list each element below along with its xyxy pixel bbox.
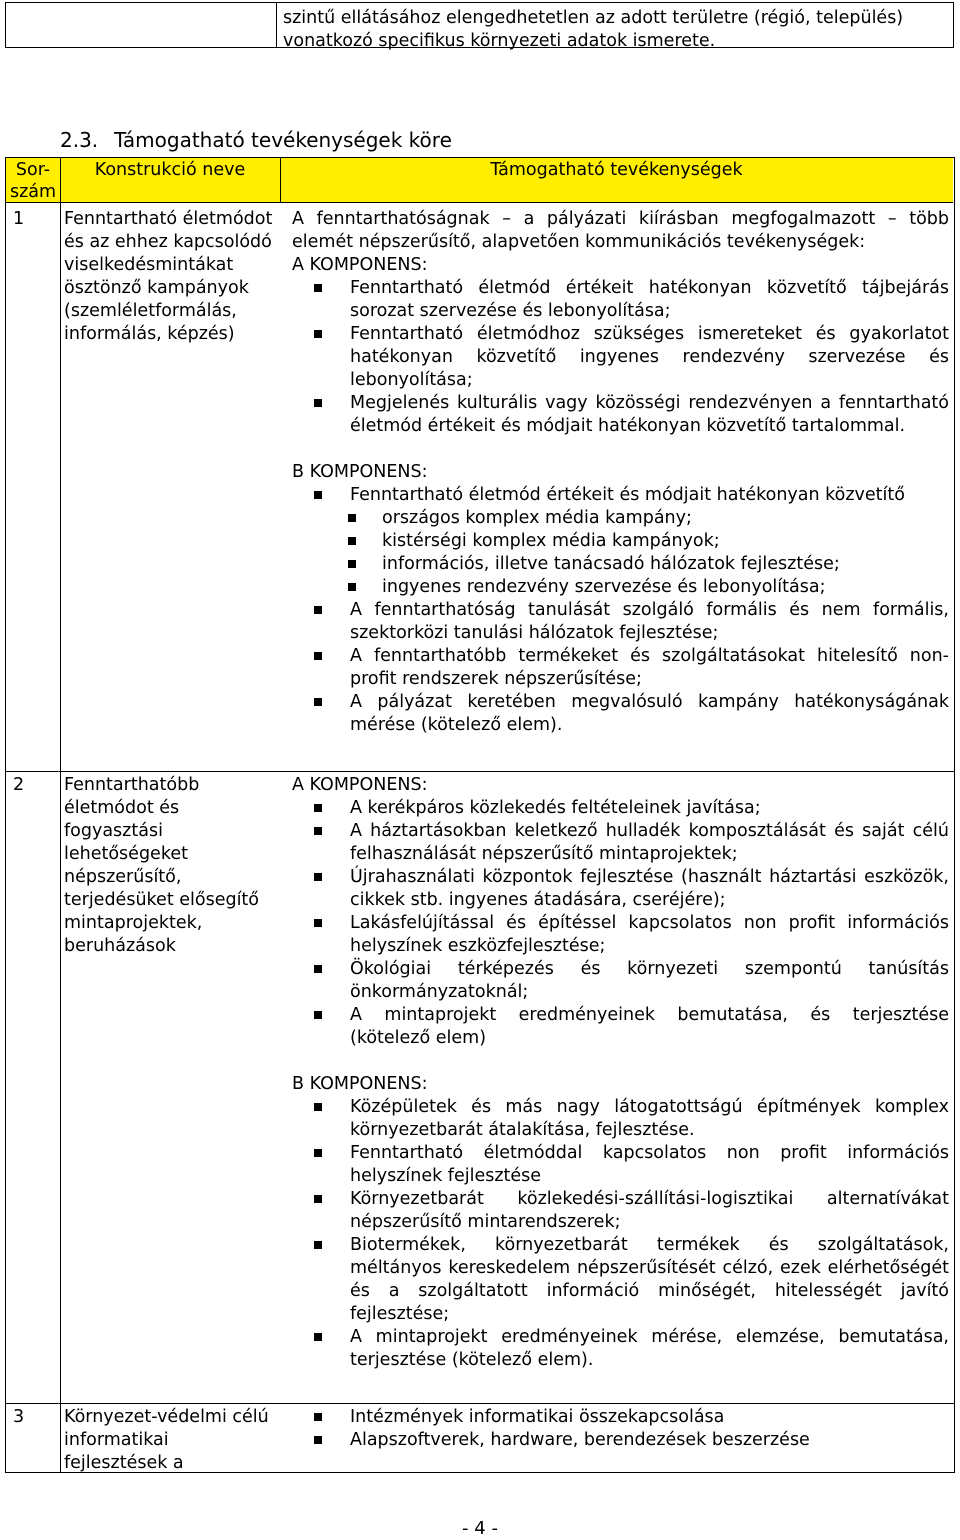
list-item: Ökológiai térképezés és környezeti szempontú tanúsítás önkormányzatoknál; [292,958,949,1004]
component-label: A KOMPONENS: [292,775,428,795]
intro-text: A fenntarthatóságnak – a pályázati kiírásban megfogalmazott – több elemét népszerűsítő, alapvetően kommunikációs tevékenységek: [292,209,949,252]
row-number: 2 [13,775,25,795]
list-item: A mintaprojekt eredményeinek mérése, elemzése, bemutatása, terjesztése (kötelező elem). [292,1326,949,1372]
section-title: Támogatható tevékenységek köre [114,128,452,152]
row-3-activities [292,1406,949,1452]
empty-cell [6,3,277,47]
list-item: Fenntartható életmód értékeit és módjait hatékonyan közvetítő [292,484,949,507]
list-item: A mintaprojekt eredményeinek bemutatása, és terjesztése (kötelező elem) [292,1004,949,1050]
row-number: 1 [13,209,25,229]
square-bullet-icon [314,804,322,812]
component-label: B KOMPONENS: [292,1074,428,1094]
square-bullet-icon [348,514,356,522]
list-item: Fenntartható életmód értékeit hatékonyan közvetítő tájbejárás sorozat szervezése és lebonyolítása; [292,277,949,323]
square-bullet-icon [314,827,322,835]
list-item: Lakásfelújítással és építéssel kapcsolatos non profit információs helyszínek eszközfejlesztése; [292,912,949,958]
square-bullet-icon [314,698,322,706]
square-bullet-icon [348,537,356,545]
square-bullet-icon [314,284,322,292]
list-item: A fenntarthatóbb termékeket és szolgáltatásokat hitelesítő non-profit rendszerek népszerűsítése; [292,645,949,691]
square-bullet-icon [314,1436,322,1444]
activities-table [5,157,955,1473]
sub-list-item: ingyenes rendezvény szervezése és lebonyolítása; [292,576,949,599]
continuation-table-row [5,2,954,51]
sub-list-item: információs, illetve tanácsadó hálózatok fejlesztése; [292,553,949,576]
square-bullet-icon [314,1195,322,1203]
square-bullet-icon [314,652,322,660]
square-bullet-icon [348,560,356,568]
component-label: A KOMPONENS: [292,255,428,275]
row-divider [6,1403,954,1404]
construction-name: Fenntartható életmódot és az ehhez kapcsolódó viselkedésmintákat ösztönző kampányok (szemléletformálás, informálás, képzés) [64,209,273,344]
square-bullet-icon [314,1011,322,1019]
list-item: A kerékpáros közlekedés feltételeinek javítása; [292,797,949,820]
square-bullet-icon [314,1241,322,1249]
list-item: Környezetbarát közlekedési-szállítási-logisztikai alternatívákat népszerűsítő mintarendszerek; [292,1188,949,1234]
square-bullet-icon [314,1149,322,1157]
list-item: A háztartásokban keletkező hulladék komposztálását és saját célú felhasználását népszerűsítő mintaprojektek; [292,820,949,866]
square-bullet-icon [314,399,322,407]
list-item: A fenntarthatóság tanulását szolgáló formális és nem formális, szektorközi tanulási hálózatok fejlesztése; [292,599,949,645]
list-item: A pályázat keretében megvalósuló kampány hatékonyságának mérése (kötelező elem). [292,691,949,737]
row-1-activities [292,208,949,737]
section-heading [60,128,452,152]
row-2-activities [292,774,949,1372]
list-item: Megjelenés kulturális vagy közösségi rendezvényen a fenntartható életmód értékeit és módjait hatékonyan közvetítő tartalommal. [292,392,949,438]
row-number: 3 [13,1407,25,1427]
sub-list-item: országos komplex média kampány; [292,507,949,530]
square-bullet-icon [314,491,322,499]
list-item: Újrahasználati központok fejlesztése (használt háztartási eszközök, cikkek stb. ingyenes átadására, cseréjére); [292,866,949,912]
list-item: Fenntartható életmódhoz szükséges ismereteket és gyakorlatot hatékonyan közvetítő ingyenes rendezvény szervezése és lebonyolítása; [292,323,949,392]
list-item: Középületek és más nagy látogatottságú építmények komplex környezetbarát átalakítása, fejlesztése. [292,1096,949,1142]
header-tevekenysegek: Támogatható tevékenységek [490,160,743,180]
sub-list-item: kistérségi komplex média kampányok; [292,530,949,553]
section-number: 2.3. [60,128,99,152]
square-bullet-icon [314,965,322,973]
component-label: B KOMPONENS: [292,462,428,482]
header-konstrukcio: Konstrukció neve [94,160,246,180]
list-item: Intézmények informatikai összekapcsolása [292,1406,949,1429]
continuation-text: szintű ellátásához elengedhetetlen az adott területre (régió, település) vonatkozó specifikus környezeti adatok ismerete. [283,8,904,51]
construction-name: Környezet-védelmi célú informatikai fejlesztések a [64,1407,269,1473]
square-bullet-icon [348,583,356,591]
list-item: Biotermékek, környezetbarát termékek és szolgáltatások, méltányos kereskedelem népszerűsítését célzó, ezek elérhetőségét és a szolgáltatott információ minőségét, hitelességét javító fejlesztése; [292,1234,949,1326]
list-item: Fenntartható életmóddal kapcsolatos non profit információs helyszínek fejlesztése [292,1142,949,1188]
row-divider [6,771,954,772]
page-number: - 4 - [462,1518,498,1539]
square-bullet-icon [314,330,322,338]
square-bullet-icon [314,919,322,927]
construction-name: Fenntarthatóbb életmódot és fogyasztási lehetőségeket népszerűsítő, terjedésüket elősegítő mintaprojektek, beruházások [64,775,259,956]
table-header [6,158,953,203]
square-bullet-icon [314,1413,322,1421]
column-divider [60,158,61,1472]
square-bullet-icon [314,606,322,614]
square-bullet-icon [314,1103,322,1111]
square-bullet-icon [314,873,322,881]
header-sorszam: Sor-szám [9,160,57,202]
column-divider [280,158,281,202]
square-bullet-icon [314,1333,322,1341]
list-item: Alapszoftverek, hardware, berendezések beszerzése [292,1429,949,1452]
